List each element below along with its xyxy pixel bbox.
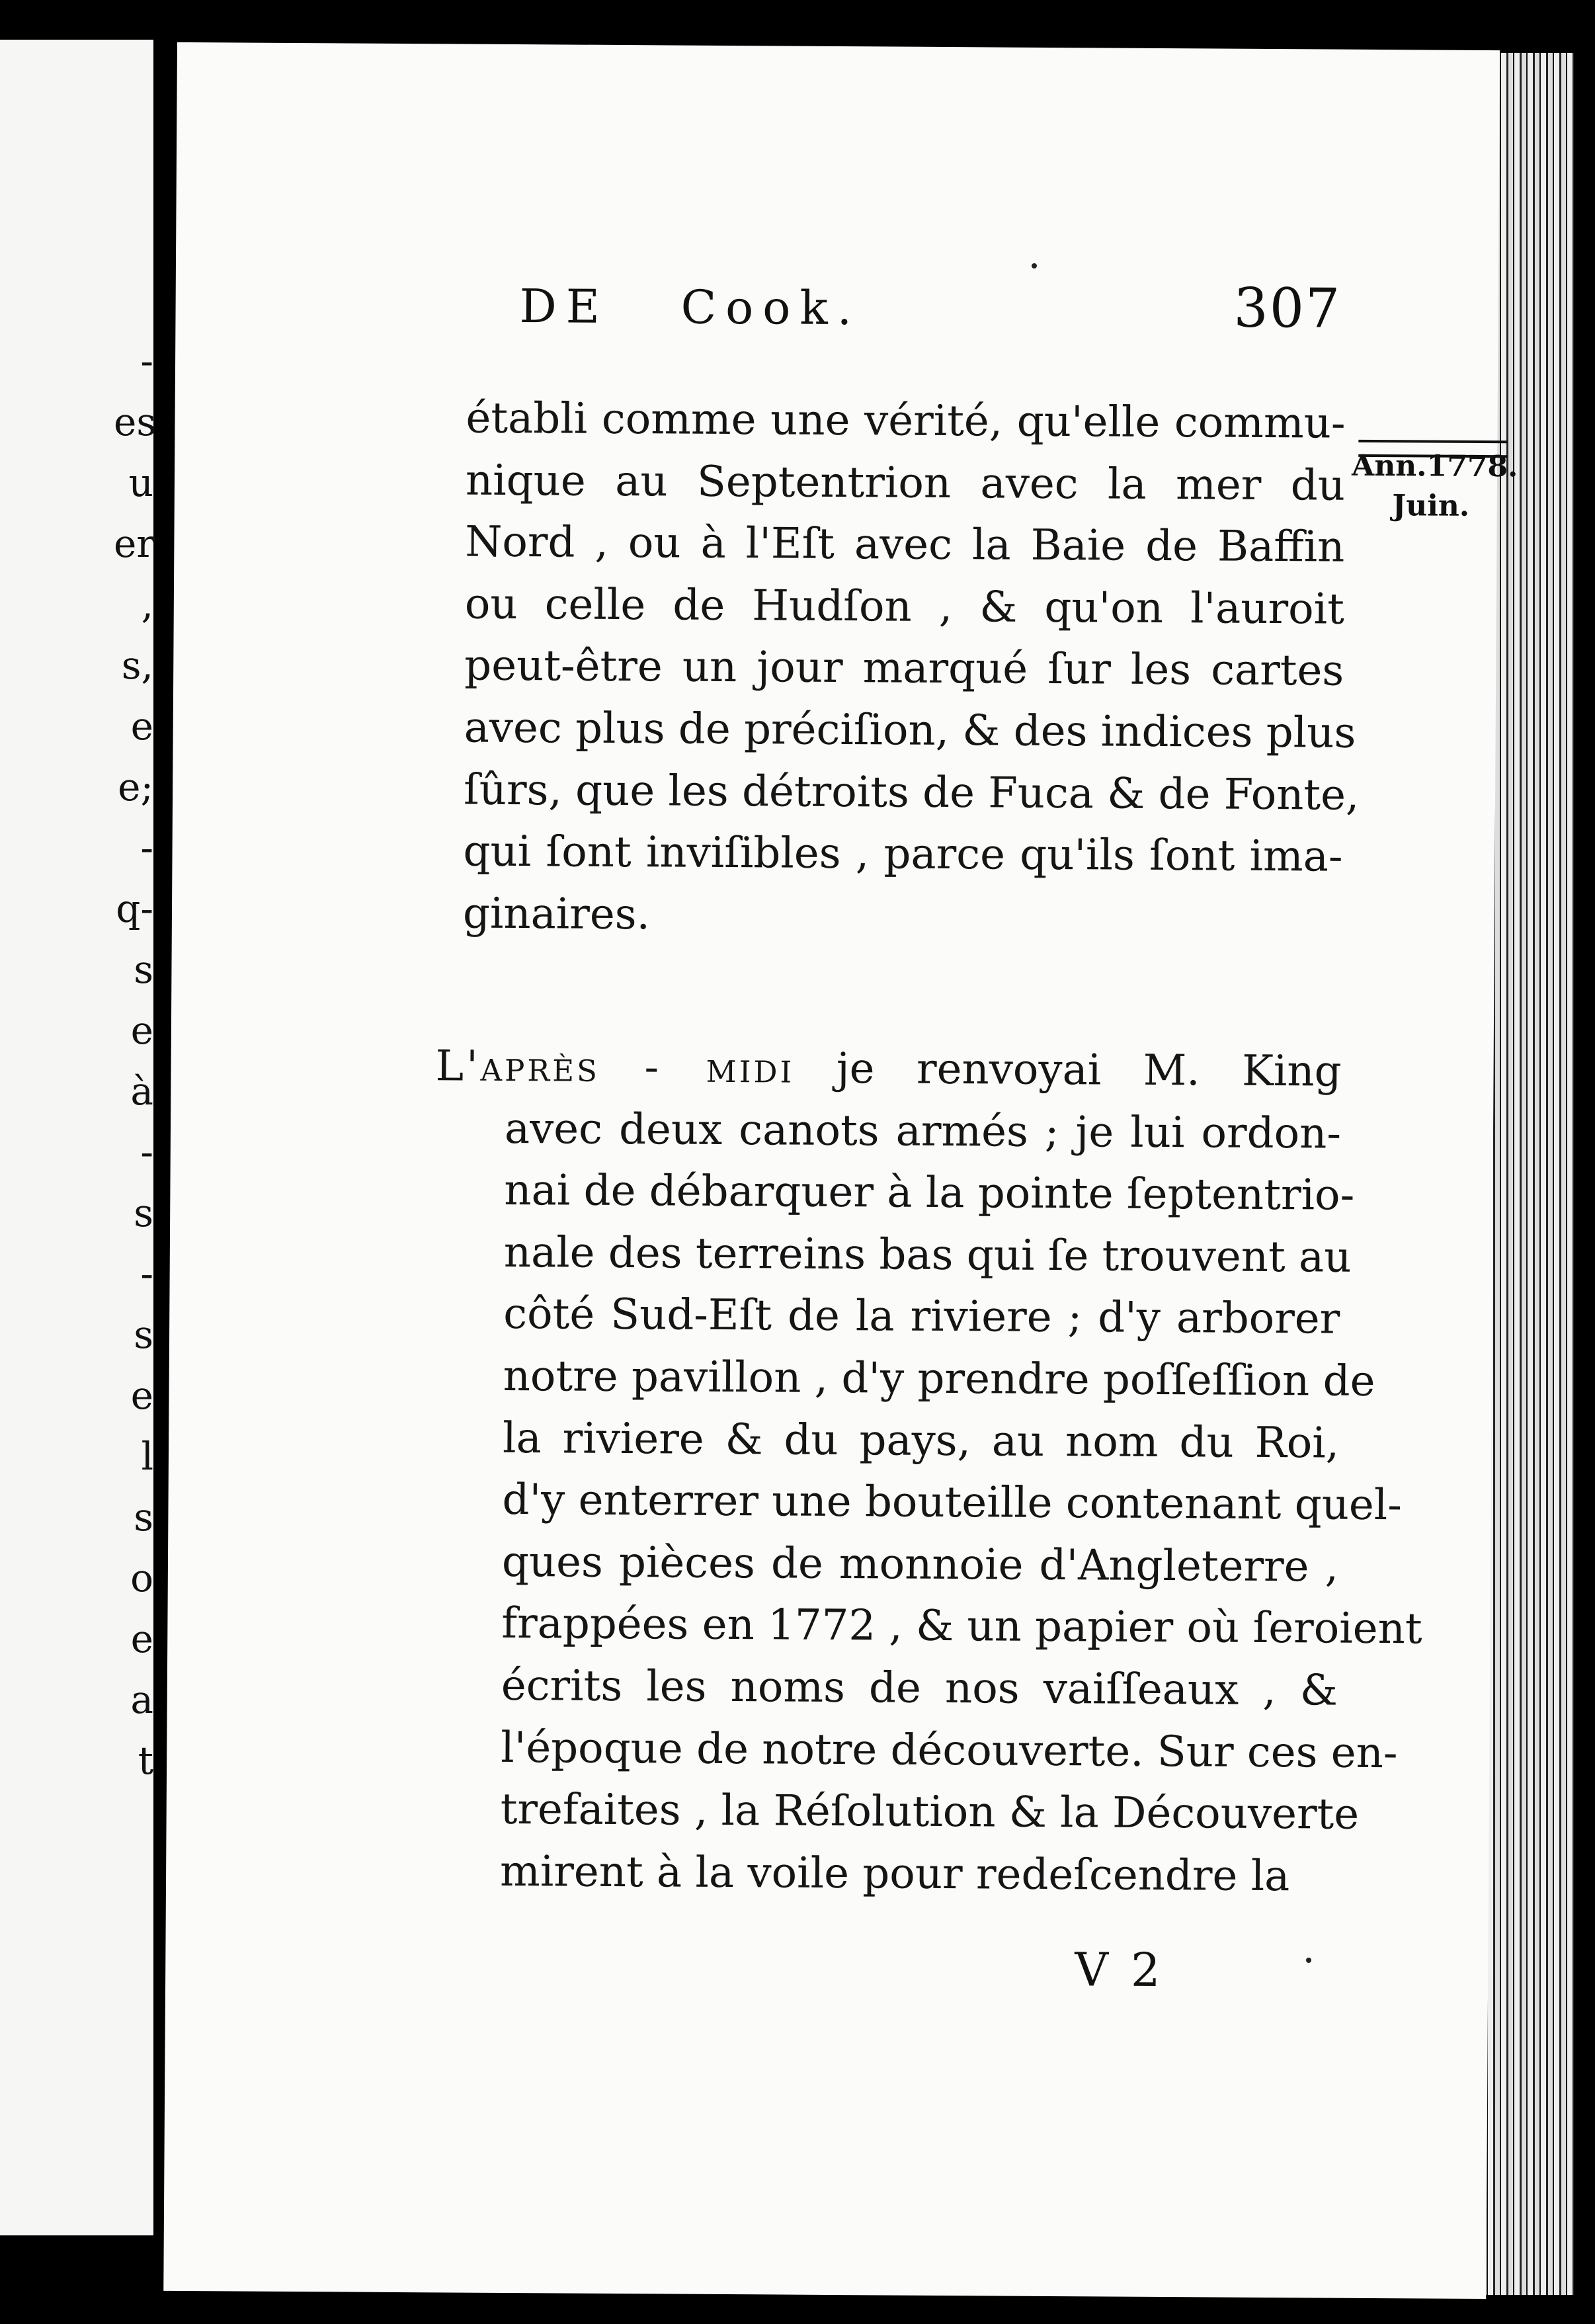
facing-page-fragment: , — [141, 582, 153, 627]
text-line: Nord , ou à l'Eſt avec la Baie de Baffin — [465, 517, 1345, 572]
facing-page-fragment: u — [128, 460, 153, 505]
text-line: nale des terreins bas qui ſe trouvent au — [503, 1227, 1352, 1282]
facing-page-fragment: - — [140, 339, 153, 384]
paragraph-2 — [430, 1036, 1422, 1908]
book-page — [163, 42, 1518, 2299]
text-line: mirent à la voile pour redeſcendre la — [499, 1847, 1290, 1901]
facing-page-fragment: à — [130, 1069, 153, 1114]
text-line: notre pavillon , d'y prendre poſſeſſion de — [503, 1351, 1375, 1406]
paragraph-opening: L'après - midi — [435, 1042, 795, 1093]
facing-page-fragment: s, — [121, 643, 153, 688]
text-line: d'y enterrer une bouteille contenant quel- — [502, 1475, 1403, 1530]
text-line: côté Sud-Eſt de la riviere ; d'y arborer — [503, 1290, 1340, 1345]
text-line: peut-être un jour marqué ſur les cartes — [464, 641, 1344, 696]
running-head-title: Cook. — [680, 280, 862, 336]
text-line: l'époque de notre découverte. Sur ces en- — [501, 1723, 1398, 1778]
text-line: frappées en 1772 , & un papier où ſeroient — [501, 1599, 1422, 1654]
facing-page-fragment: t — [138, 1738, 153, 1783]
margin-note-year: Ann.1778. — [1351, 448, 1518, 484]
running-head-prefix: DE — [519, 279, 610, 334]
text-line: nai de débarquer à la pointe ſeptentrio- — [504, 1166, 1355, 1220]
text-line: nique au Septentrion avec la mer du — [465, 456, 1346, 511]
facing-page-fragment: e — [130, 1373, 153, 1418]
facing-page-fragment: - — [140, 825, 153, 870]
facing-page-fragment: e; — [118, 765, 153, 809]
text-line: écrits les noms de nos vaiſſeaux , & — [501, 1661, 1338, 1716]
text-line: qui ſont inviſibles , parce qu'ils ſont ima- — [463, 827, 1343, 882]
running-head — [519, 276, 1346, 341]
facing-page-fragment: a — [130, 1677, 153, 1722]
facing-page-fragment: e — [130, 1616, 153, 1661]
margin-note-month: Juin. — [1392, 489, 1470, 523]
facing-page-fragment: q- — [116, 886, 153, 931]
text-line-rest: je renvoyai M. King — [794, 1044, 1342, 1097]
text-line: ou celle de Hudſon , & qu'on l'auroit — [464, 579, 1345, 634]
text-line — [435, 1036, 1342, 1103]
facing-page — [0, 40, 157, 2235]
text-line: la riviere & du pays, au nom du Roi, — [502, 1413, 1340, 1468]
text-line: avec deux canots armés ; je lui ordon- — [504, 1104, 1342, 1159]
margin-note — [1351, 446, 1518, 526]
text-line: ques pièces de monnoie d'Angleterre , — [501, 1537, 1339, 1592]
facing-page-fragment: - — [140, 1130, 153, 1175]
facing-page-fragment: er — [114, 521, 155, 566]
text-line: avec plus de préciſion, & des indices plus — [464, 703, 1356, 758]
facing-page-fragment: es — [114, 399, 157, 444]
facing-page-fragment: l — [141, 1434, 153, 1479]
signature-mark: V 2 — [1074, 1942, 1165, 1998]
ink-speck — [1306, 1958, 1311, 1963]
facing-page-fragment: s — [134, 1190, 153, 1235]
text-line: établi comme une vérité, qu'elle commu- — [466, 394, 1346, 448]
facing-page-text-fragments — [114, 331, 157, 1791]
page-number: 307 — [1233, 276, 1342, 341]
facing-page-fragment: e — [130, 704, 153, 749]
facing-page-fragment: o — [130, 1556, 153, 1600]
text-line: ginaires. — [462, 889, 651, 940]
facing-page-fragment: s — [134, 1495, 153, 1540]
text-line: ſûrs, que les détroits de Fuca & de Fonte, — [463, 765, 1360, 820]
paragraph-1 — [462, 388, 1360, 950]
facing-page-fragment: s — [134, 1312, 153, 1357]
ink-speck — [1032, 263, 1037, 269]
text-line: trefaites , la Réſolution & la Découverte — [500, 1785, 1360, 1839]
facing-page-fragment: - — [140, 1251, 153, 1296]
facing-page-fragment: s — [134, 947, 153, 992]
facing-page-fragment: e — [130, 1008, 153, 1053]
